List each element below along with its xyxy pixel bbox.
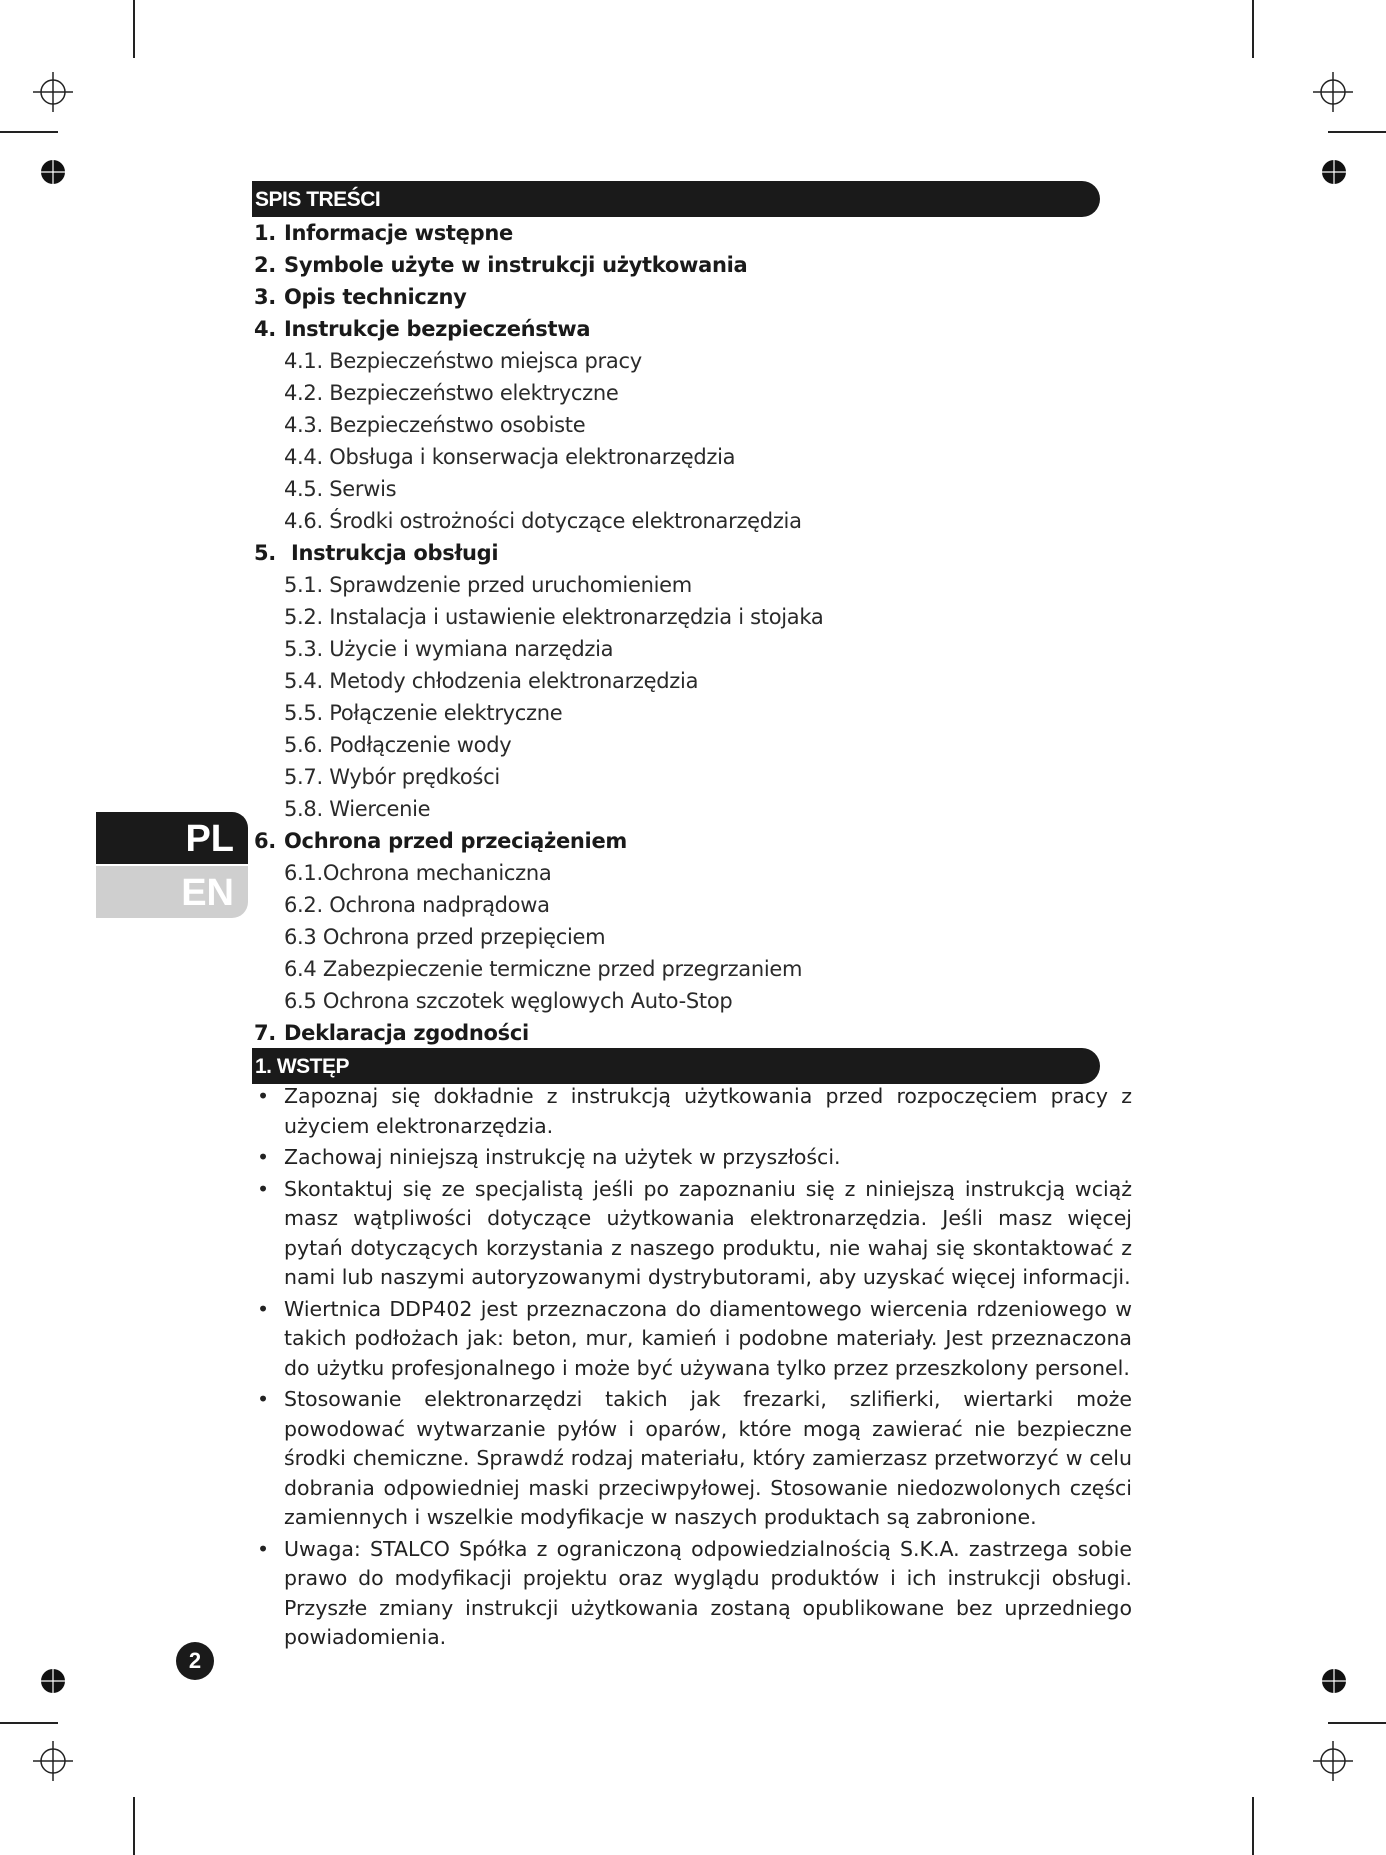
registration-dot-icon <box>40 159 66 185</box>
toc-heading: SPIS TREŚCI <box>252 181 1100 217</box>
crop-mark <box>0 131 58 133</box>
toc-item-label: Opis techniczny <box>284 285 467 309</box>
crop-mark <box>0 1722 58 1724</box>
registration-mark-icon <box>33 1741 73 1781</box>
toc-item[interactable] <box>254 313 1154 345</box>
toc-item-number: 4. <box>254 317 276 341</box>
toc-item-number: 7. <box>254 1021 276 1045</box>
intro-bullet: • Skontaktuj się ze specjalistą jeśli po zapoznaniu się z niniejszą instrukcją wciąż masz wątpliwości dotyczące użytkowania elektronarzędzia. Jeśli masz więcej pytań dotyczących korzystania z naszego produktu, nie wahaj się skontaktować z nami lub naszymi autoryzowanymi dystrybutorami, aby uzyskać więcej informacji. <box>254 1175 1132 1293</box>
toc-subitem[interactable] <box>254 985 1154 1017</box>
toc-subitem[interactable] <box>254 409 1154 441</box>
toc-item-number: 6. <box>254 829 276 853</box>
toc-item-number: 2. <box>254 253 276 277</box>
page-number: 2 <box>176 1642 214 1680</box>
toc-item-label: 6.5 Ochrona szczotek węglowych Auto-Stop <box>284 989 733 1013</box>
toc-item-label: 6.2. Ochrona nadprądowa <box>284 893 550 917</box>
toc-item-label: Ochrona przed przeciążeniem <box>284 829 627 853</box>
crop-mark <box>133 0 135 58</box>
toc-item-number: 1. <box>254 221 276 245</box>
toc-item-number: 3. <box>254 285 276 309</box>
toc-item-label: 5.6. Podłączenie wody <box>284 733 512 757</box>
toc-subitem[interactable] <box>254 761 1154 793</box>
toc-item-label: Instrukcja obsługi <box>284 541 499 565</box>
language-tab-pl[interactable]: PL <box>96 812 248 864</box>
toc-subitem[interactable] <box>254 665 1154 697</box>
toc-subitem[interactable] <box>254 345 1154 377</box>
toc-subitem[interactable] <box>254 697 1154 729</box>
toc-subitem[interactable] <box>254 505 1154 537</box>
crop-mark <box>1252 1797 1254 1855</box>
toc-item-label: Deklaracja zgodności <box>284 1021 529 1045</box>
toc-item-label: 5.5. Połączenie elektryczne <box>284 701 563 725</box>
toc-item-label: 5.2. Instalacja i ustawienie elektronarzędzia i stojaka <box>284 605 824 629</box>
toc-item-label: 4.6. Środki ostrożności dotyczące elektronarzędzia <box>284 509 802 533</box>
toc-subitem[interactable] <box>254 569 1154 601</box>
crop-mark <box>133 1797 135 1855</box>
intro-bullet: • Wiertnica DDP402 jest przeznaczona do diamentowego wiercenia rdzeniowego w takich podłożach jak: beton, mur, kamień i podobne materiały. Jest przeznaczona do użytku profesjonalnego i może być używana tylko przez przeszkolony personel. <box>254 1295 1132 1384</box>
intro-bullet: • Zachowaj niniejszą instrukcję na użytek w przyszłości. <box>254 1143 1132 1173</box>
toc-item[interactable] <box>254 217 1154 249</box>
toc-item-label: Informacje wstępne <box>284 221 513 245</box>
section-heading-intro: 1. WSTĘP <box>252 1048 1100 1084</box>
toc-item[interactable] <box>254 1017 1154 1049</box>
toc-item-label: 4.5. Serwis <box>284 477 397 501</box>
toc-item-label: 5.4. Metody chłodzenia elektronarzędzia <box>284 669 699 693</box>
intro-bullet: • Uwaga: STALCO Spółka z ograniczoną odpowiedzialnością S.K.A. zastrzega sobie prawo do modyfikacji projektu oraz wyglądu produktów i ich instrukcji obsługi. Przyszłe zmiany instrukcji użytkowania zostaną opublikowane bez uprzedniego powiadomienia. <box>254 1535 1132 1653</box>
table-of-contents <box>254 217 1154 1049</box>
toc-subitem[interactable] <box>254 633 1154 665</box>
toc-item-label: 4.4. Obsługa i konserwacja elektronarzędzia <box>284 445 736 469</box>
registration-dot-icon <box>1321 159 1347 185</box>
intro-bullet: • Stosowanie elektronarzędzi takich jak frezarki, szlifierki, wiertarki może powodować wytwarzanie pyłów i oparów, które mogą zawierać nie bezpieczne środki chemiczne. Sprawdź rodzaj materiału, który zamierzasz przetworzyć w celu dobrania odpowiedniej maski przeciwpyłowej. Stosowanie niedozwolonych części zamiennych i wszelkie modyfikacje w naszych produktach są zabronione. <box>254 1385 1132 1533</box>
toc-item-label: Instrukcje bezpieczeństwa <box>284 317 591 341</box>
toc-subitem[interactable] <box>254 953 1154 985</box>
toc-item-label: 6.4 Zabezpieczenie termiczne przed przegrzaniem <box>284 957 803 981</box>
toc-item-label: 4.3. Bezpieczeństwo osobiste <box>284 413 586 437</box>
crop-mark <box>1252 0 1254 58</box>
toc-item-label: 6.3 Ochrona przed przepięciem <box>284 925 606 949</box>
registration-mark-icon <box>1313 72 1353 112</box>
toc-subitem[interactable] <box>254 441 1154 473</box>
toc-subitem[interactable] <box>254 889 1154 921</box>
toc-subitem[interactable] <box>254 729 1154 761</box>
toc-item-label: 5.8. Wiercenie <box>284 797 431 821</box>
toc-item-label: 5.7. Wybór prędkości <box>284 765 500 789</box>
toc-item-label: Symbole użyte w instrukcji użytkowania <box>284 253 748 277</box>
toc-subitem[interactable] <box>254 793 1154 825</box>
intro-bullet-list <box>254 1082 1132 1655</box>
registration-dot-icon <box>1321 1668 1347 1694</box>
registration-mark-icon <box>33 72 73 112</box>
crop-mark <box>1328 1722 1386 1724</box>
toc-subitem[interactable] <box>254 377 1154 409</box>
toc-item[interactable] <box>254 249 1154 281</box>
toc-item-label: 5.1. Sprawdzenie przed uruchomieniem <box>284 573 692 597</box>
language-tab-en[interactable]: EN <box>96 866 248 918</box>
registration-mark-icon <box>1313 1741 1353 1781</box>
intro-bullet: • Zapoznaj się dokładnie z instrukcją użytkowania przed rozpoczęciem pracy z użyciem elektronarzędzia. <box>254 1082 1132 1141</box>
toc-item-label: 5.3. Użycie i wymiana narzędzia <box>284 637 614 661</box>
toc-subitem[interactable] <box>254 601 1154 633</box>
toc-item-label: 6.1.Ochrona mechaniczna <box>284 861 552 885</box>
registration-dot-icon <box>40 1668 66 1694</box>
toc-item-number: 5. <box>254 541 276 565</box>
toc-subitem[interactable] <box>254 473 1154 505</box>
toc-item[interactable] <box>254 825 1154 857</box>
toc-item[interactable] <box>254 537 1154 569</box>
toc-item-label: 4.1. Bezpieczeństwo miejsca pracy <box>284 349 642 373</box>
toc-item[interactable] <box>254 281 1154 313</box>
toc-subitem[interactable] <box>254 921 1154 953</box>
toc-item-label: 4.2. Bezpieczeństwo elektryczne <box>284 381 619 405</box>
toc-subitem[interactable] <box>254 857 1154 889</box>
crop-mark <box>1328 131 1386 133</box>
